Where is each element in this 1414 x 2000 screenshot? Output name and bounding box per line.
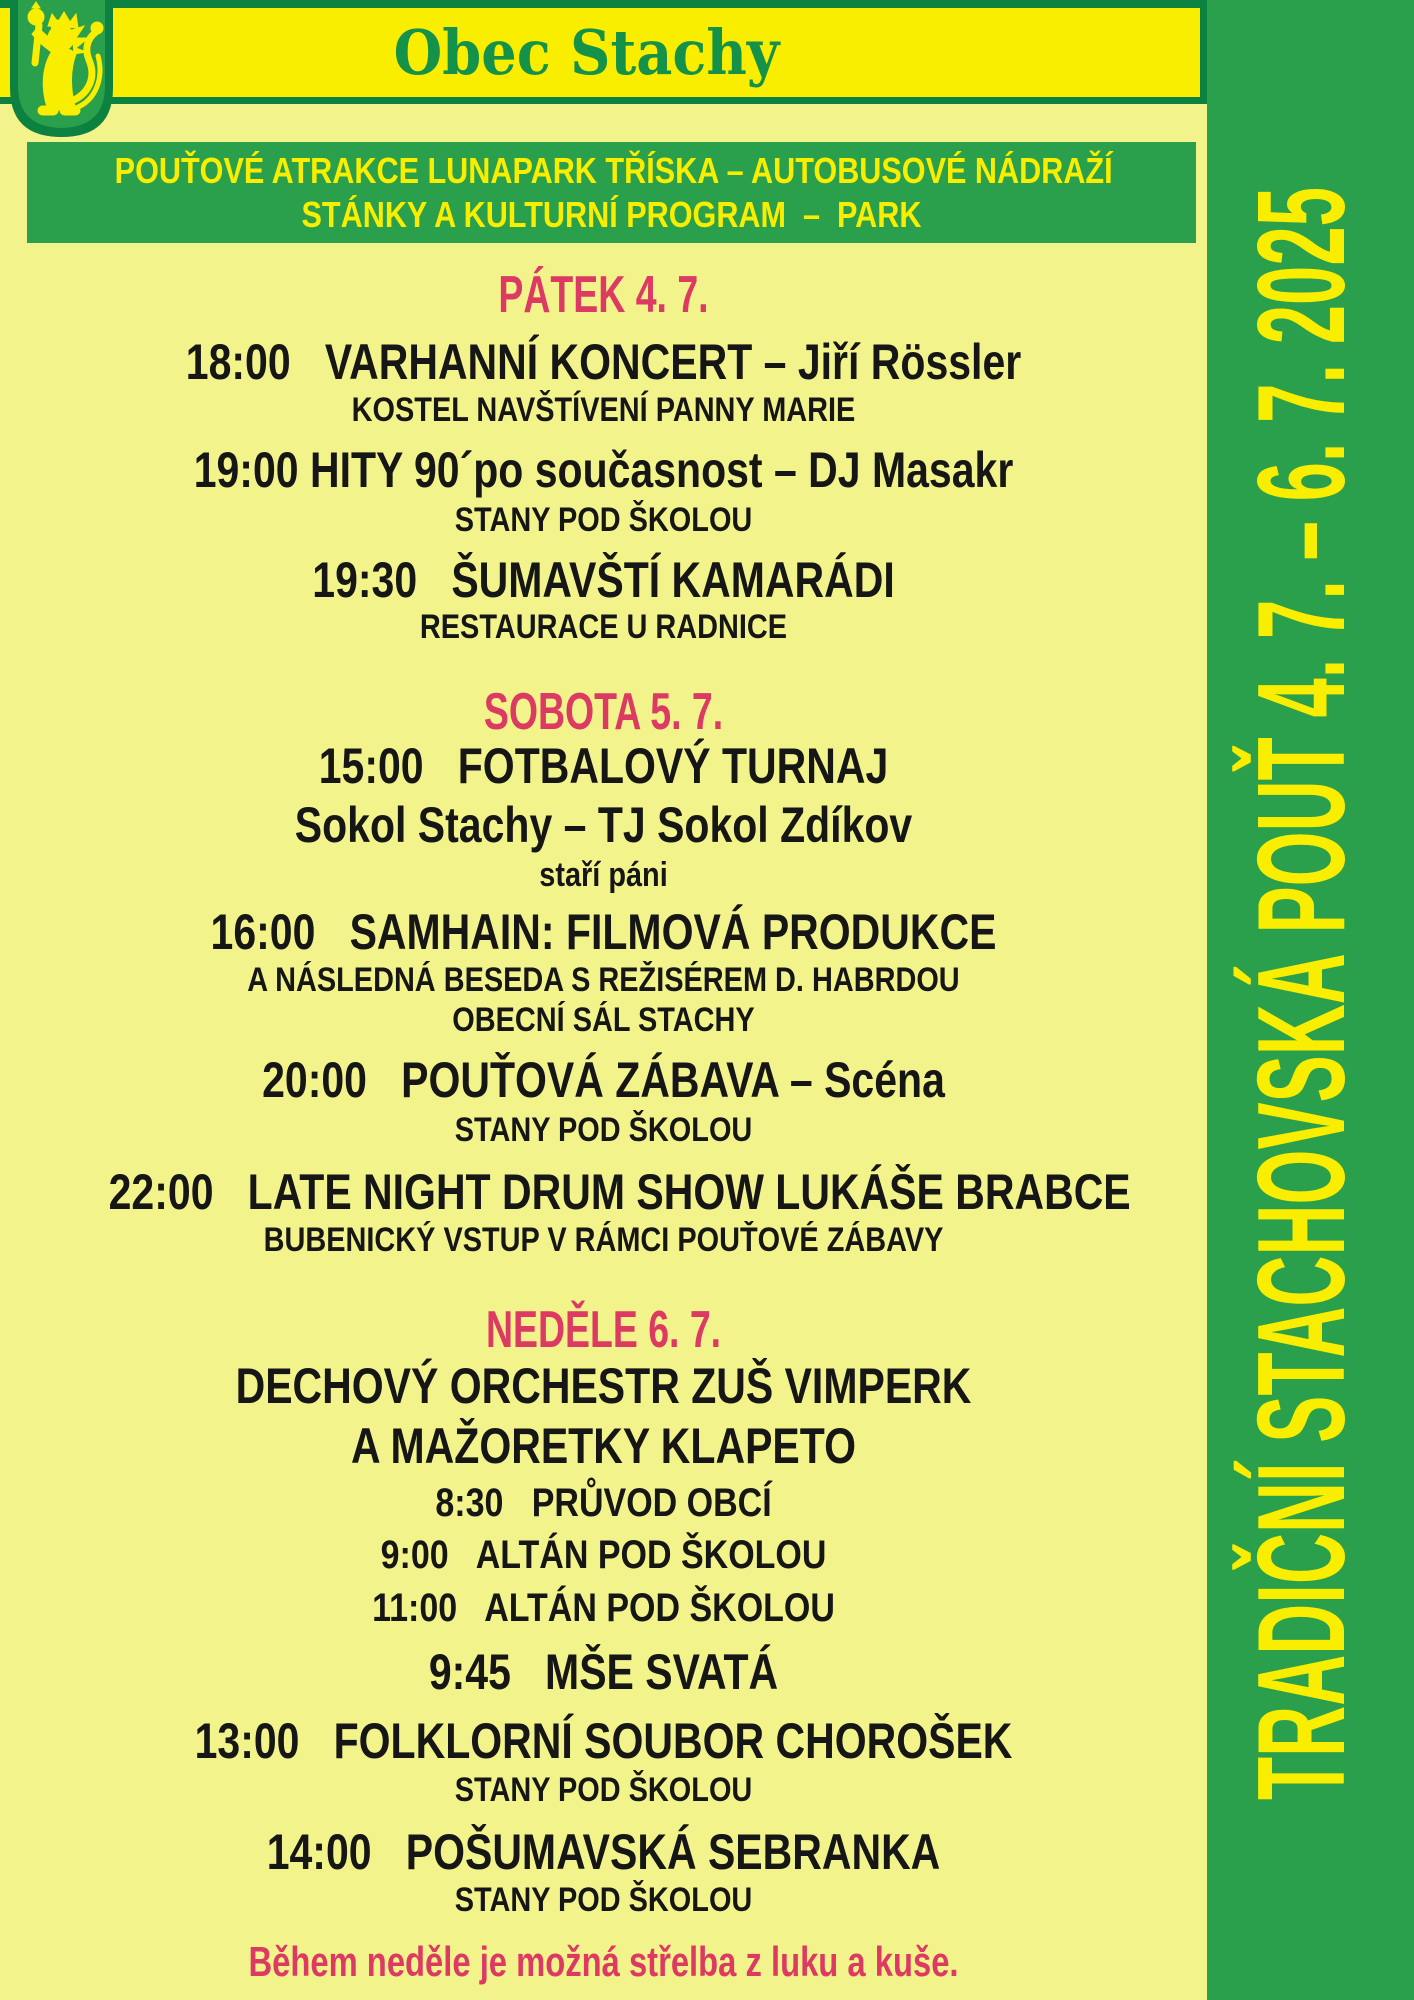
sub-event-line: 11:00 ALTÁN POD ŠKOLOU (372, 1586, 835, 1630)
shooting-note: Během neděle je možná střelba z luku a kuše. (248, 1938, 959, 1985)
day-title: SOBOTA 5. 7. (483, 683, 724, 741)
event-line: DECHOVÝ ORCHESTR ZUŠ VIMPERK (235, 1358, 972, 1414)
event-line: 19:30 ŠUMAVŠTÍ KAMARÁDI (312, 552, 895, 608)
attractions-line-2: STÁNKY A KULTURNÍ PROGRAM – PARK (301, 194, 922, 235)
event-line: 20:00 POUŤOVÁ ZÁBAVA – Scéna (262, 1052, 945, 1108)
event-line: 14:00 POŠUMAVSKÁ SEBRANKA (266, 1824, 941, 1880)
day-section-sunday (0, 1301, 1207, 1919)
day-section-saturday (0, 683, 1207, 1259)
event-line: 19:00 HITY 90´po současnost – DJ Masakr (193, 442, 1014, 498)
event-line: 13:00 FOLKLORNÍ SOUBOR CHOROŠEK (194, 1713, 1013, 1769)
event-line: 9:45 MŠE SVATÁ (428, 1644, 779, 1700)
venue-line: STANY POD ŠKOLOU (454, 1771, 753, 1809)
program-column (0, 243, 1207, 1985)
event-line: 22:00 LATE NIGHT DRUM SHOW LUKÁŠE BRABCE (108, 1164, 1131, 1220)
venue-line: OBECNÍ SÁL STACHY (452, 1001, 755, 1039)
venue-line: A NÁSLEDNÁ BESEDA S REŽISÉREM D. HABRDOU (247, 961, 960, 999)
coat-of-arms-icon (10, 0, 113, 137)
venue-line: RESTAURACE U RADNICE (419, 608, 788, 646)
venue-line: STANY POD ŠKOLOU (454, 1111, 753, 1149)
venue-line: BUBENICKÝ VSTUP V RÁMCI POUŤOVÉ ZÁBAVY (263, 1221, 944, 1259)
venue-line: STANY POD ŠKOLOU (454, 1881, 753, 1919)
day-title: PÁTEK 4. 7. (498, 266, 709, 324)
sub-event-line: 8:30 PRŮVOD OBCÍ (435, 1481, 772, 1525)
vertical-event-title: TRADIČNÍ STACHOVSKÁ POUŤ 4. 7. – 6. 7. 2025 (1233, 187, 1371, 1801)
event-line: 18:00 VARHANNÍ KONCERT – Jiří Rössler (185, 334, 1022, 390)
municipality-title: Obec Stachy (393, 16, 780, 89)
attractions-banner (27, 142, 1196, 243)
day-title: NEDĚLE 6. 7. (485, 1301, 722, 1359)
header-banner (0, 0, 1207, 104)
event-line: 16:00 SAMHAIN: FILMOVÁ PRODUKCE (210, 904, 997, 960)
attractions-line-1: POUŤOVÉ ATRAKCE LUNAPARK TŘÍSKA – AUTOBUSOVÉ NÁDRAŽÍ (114, 150, 1113, 191)
event-line: 15:00 FOTBALOVÝ TURNAJ (318, 738, 889, 794)
event-line: A MAŽORETKY KLAPETO (351, 1418, 856, 1474)
venue-line: KOSTEL NAVŠTÍVENÍ PANNY MARIE (351, 391, 856, 429)
event-line: Sokol Stachy – TJ Sokol Zdíkov (294, 797, 913, 853)
day-section-friday (0, 266, 1207, 646)
sub-event-line: 9:00 ALTÁN POD ŠKOLOU (380, 1533, 827, 1577)
venue-line: staří páni (539, 856, 668, 894)
venue-line: STANY POD ŠKOLOU (454, 501, 753, 539)
